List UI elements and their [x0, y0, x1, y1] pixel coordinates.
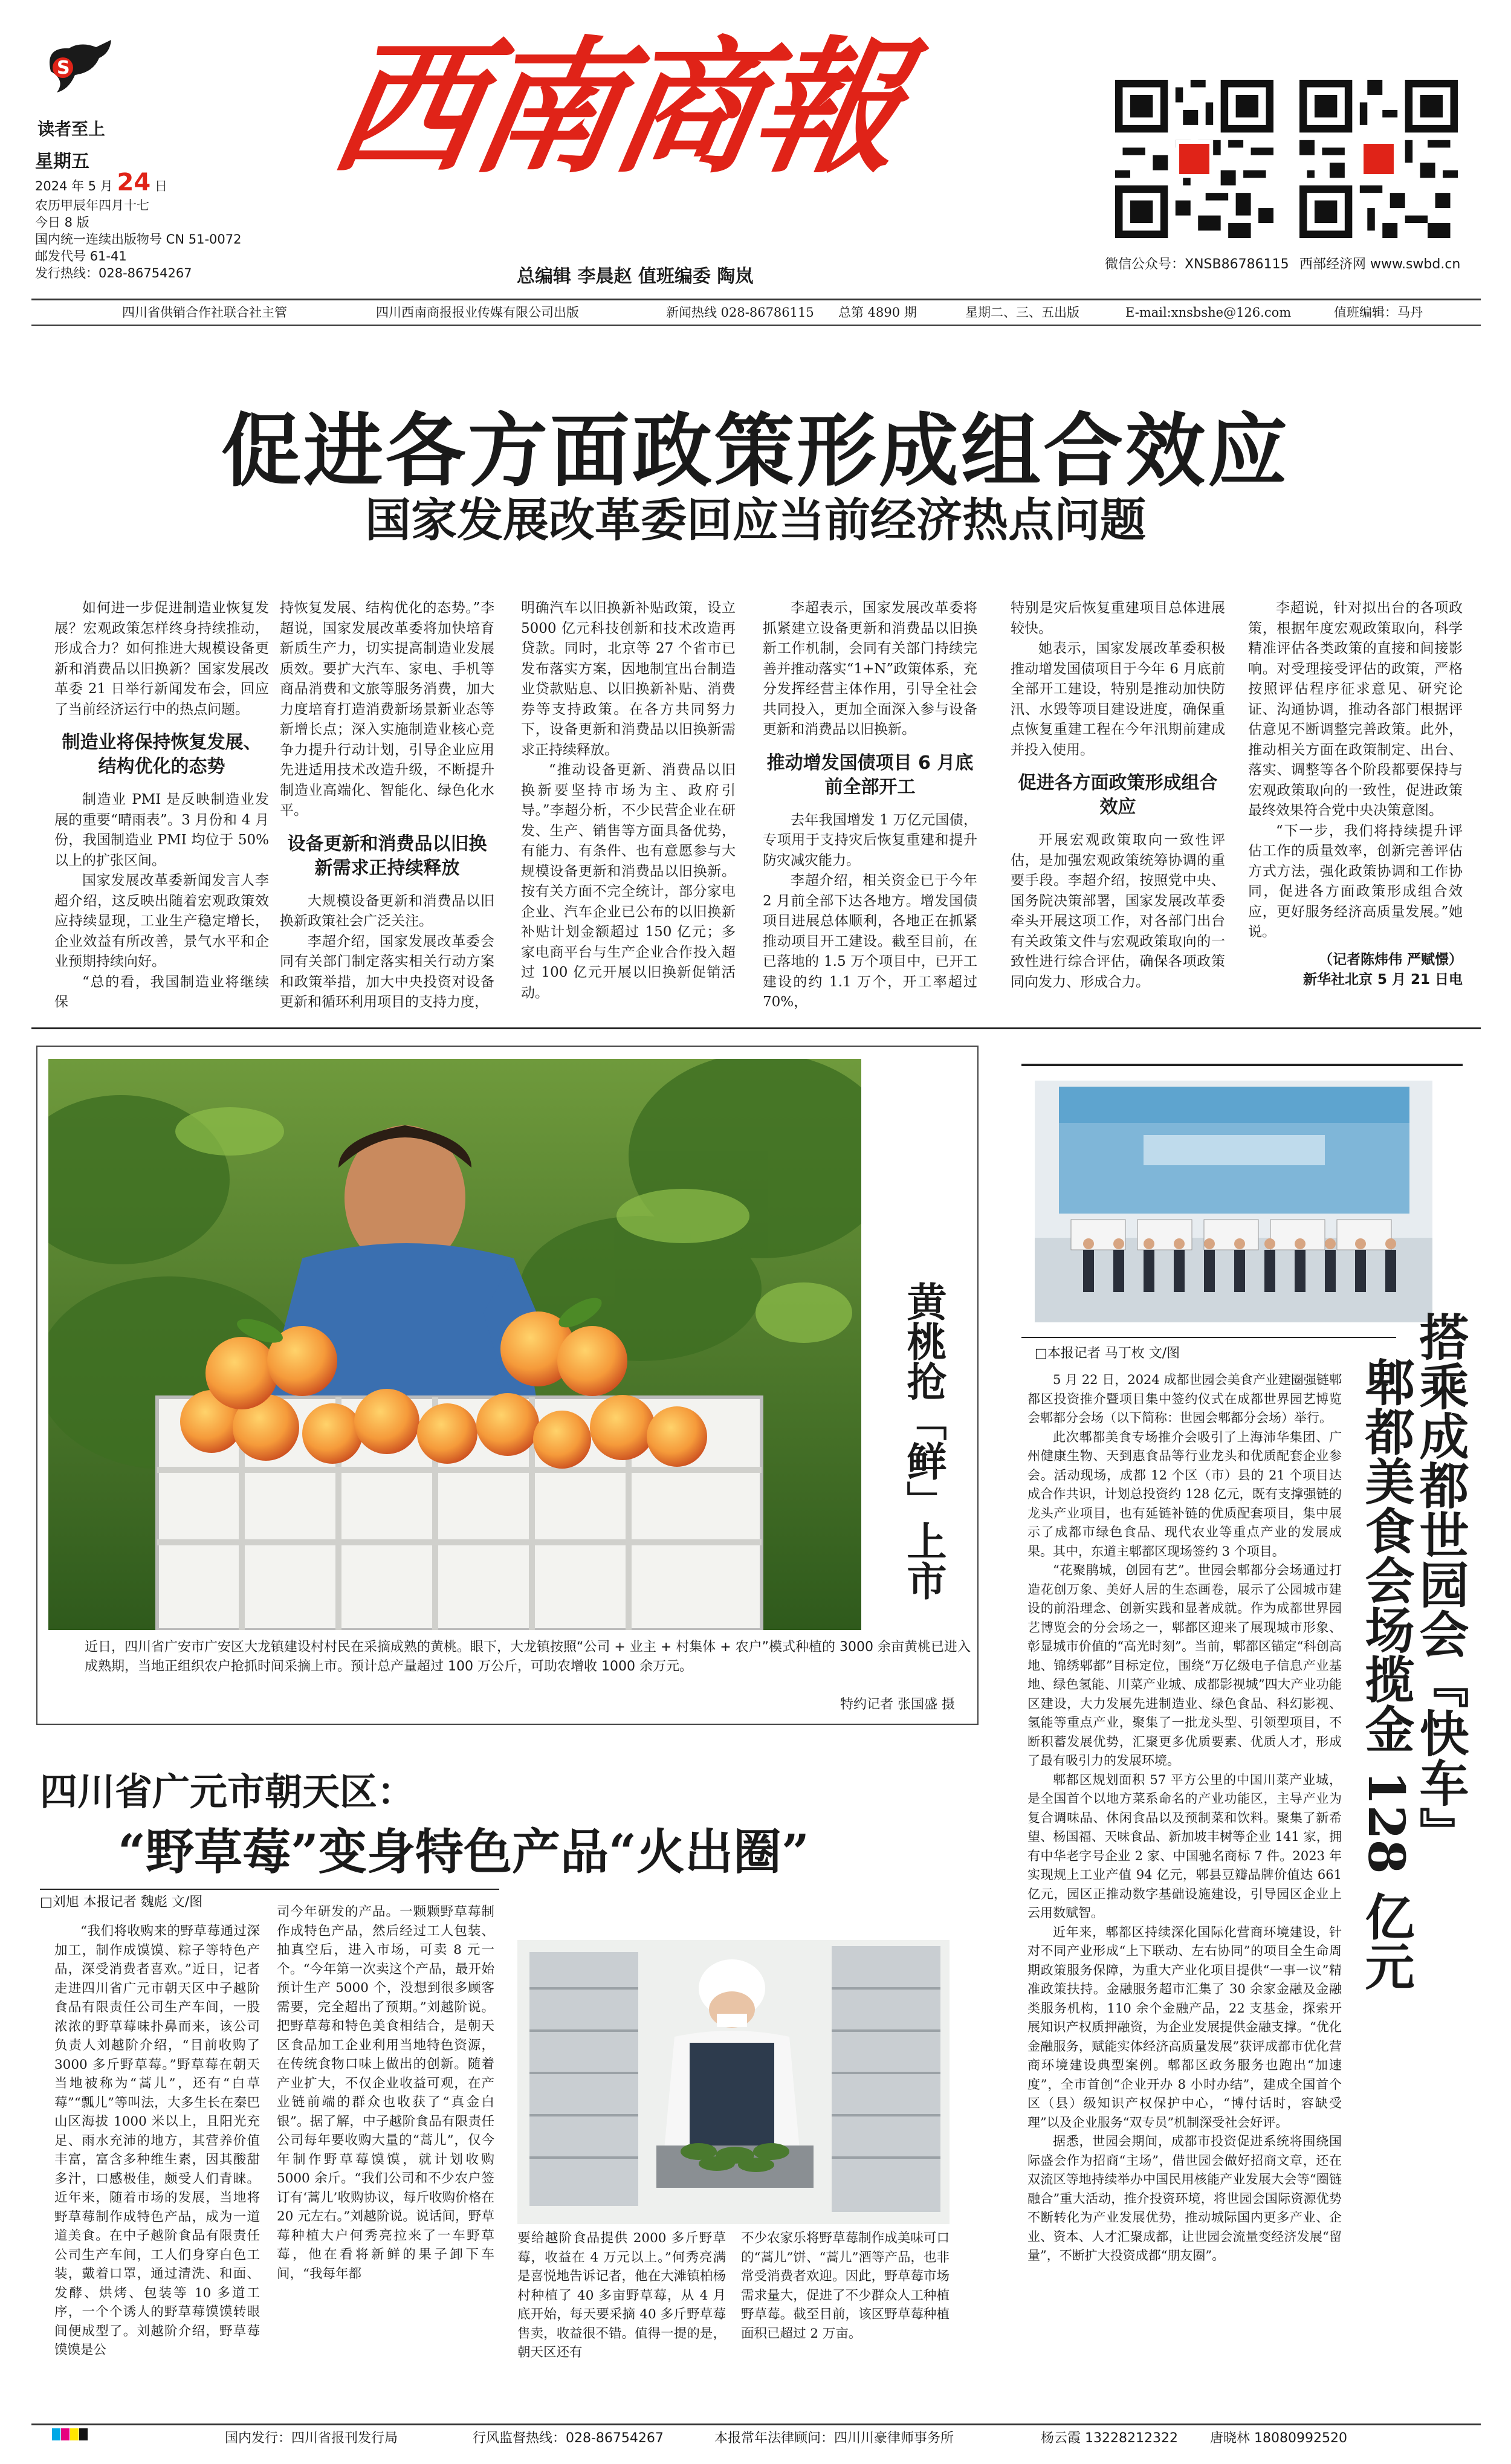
- peach-caption: 近日，四川省广安市广安区大龙镇建设村村民在采摘成熟的黄桃。眼下，大龙镇按照“公司 + 业主 + 村集体 + 农户”模式种植的 3000 余亩黄桃已进入成熟期，当地正组织农户抢抓时间采摘上市。预计总产量超过 100 万公斤，可助农增收 1000 余万元。: [85, 1640, 971, 1674]
- info-publisher: 四川西南商报报业传媒有限公司出版: [376, 305, 579, 320]
- info-schedule: 星期二、三、五出版: [965, 305, 1079, 320]
- footer-legal-counsel: 本报常年法律顾问：四川川豪律师事务所: [714, 2431, 954, 2446]
- strawberry-column-2: 司今年研发的产品。一颗颗野草莓制作成特色产品，然后经过工人包装、抽真空后，进入市场，可卖 8 元一个。“今年第一次卖这个产品，最开始预计生产 5000 个，没想到很多顾客需要，完全超出了预期。”刘越阶说。把野草莓和特色美食相结合，是朝天区食品加工企业利用当地特色资源，在传统食物口味上做出的创新。随着产业扩大，不仅企业收益可观，在产业链前端的群众也收获了“真金白银”。据了解，中子越阶食品有限责任公司每年要收购大量的“蒿儿”，仅今年制作野草莓馍馍，就计划收购 5000 余斤。“我们公司和不少农户签订有‘蒿儿’收购协议，每斤收购价格在 20 元左右。”刘越阶说。说话间，野草莓种植大户何秀亮拉来了一车野草莓，他在看将新鲜的果子卸下车间，“我每年都: [277, 1904, 494, 2281]
- signing-ceremony-photo: [1035, 1081, 1432, 1322]
- lead-subhead-manufacturing: 制造业将保持恢复发展、结构优化的态势: [62, 732, 262, 777]
- strawberry-rule: [40, 1889, 499, 1890]
- info-issue: 总第 4890 期: [838, 305, 917, 320]
- lead-dateline: 新华社北京 5 月 21 日电: [1302, 972, 1463, 988]
- lead-subhead-equipment: 设备更新和消费品以旧换新需求正持续释放: [287, 833, 487, 879]
- info-bar: [31, 299, 1481, 326]
- info-sponsor: 四川省供销合作社联合社主管: [122, 305, 287, 320]
- paper-title: 西南商報: [320, 22, 911, 193]
- chengdu-title: 搭乘成都世园会『快车』: [1411, 1311, 1469, 1857]
- newspaper-logo-icon: [39, 35, 117, 102]
- peach-credit: 特约记者 张国盛 摄: [840, 1697, 955, 1712]
- strawberry-byline: □刘旭 本报记者 魏彪 文/图: [40, 1895, 203, 1910]
- chengdu-byline: □本报记者 马丁枚 文/图: [1035, 1346, 1180, 1361]
- date-line: 2024 年 5 月 24 日: [35, 169, 167, 196]
- qr-wechat-caption: 微信公众号：XNSB86786115: [1105, 257, 1289, 272]
- chengdu-body: 5 月 22 日，2024 成都世园会美食产业建圈强链郫都区投资推介暨项目集中签约仪式在成都世界园艺博览会郫都分会场（以下简称：世园会郫都分会场）举行。 此次郫都美食专场推介会吸引了上海沛华集团、广州健康生物、天到惠食品等行业龙头和优质配套企业参会。活动现场，成都 12 个区（市）县的 21 个项目达成合作共识，计划总投资约 128 亿元，既有支撑强链的龙头产业项目，也有延链补链的优质配套项目，集中展示了成都市绿色食品、现代农业等重点产业的发展成果。其中，东道主郫都区现场签约 3 个项目。 “花聚鹃城，创园有艺”。世园会郫都分会场通过打造花创万象、美好人居的生态画卷，展示了公园城市建设的前沿理念、创新实践和显著成就。作为成都世界园艺博览会的分会场之一，郫都区迎来了展现城市形象、彰显城市价值的“高光时刻”。当前，郫都区锚定“科创高地、锦绣郫都”目标定位，围绕“万亿级电子信息产业基地、绿色氢能、川菜产业城、成都影视城”四大产业功能区建设，大力发展先进制造业、绿色食品、科幻影视、氢能等重点产业，聚集了一批龙头型、引领型项目，不断积蓄发展优势，汇聚更多优质要素、优质人才，形成了最有吸引力的发展环境。 郫都区规划面积 57 平方公里的中国川菜产业城，是全国首个以地方菜系命名的产业功能区，主导产业为复合调味品、休闲食品以及预制菜和饮料。聚集了新希望、杨国福、天味食品、新加坡丰树等企业 141 家，拥有中华老字号企业 2 家、中国驰名商标 7 件。2023 年实现规上工业产值 94 亿元，郫县豆瓣品牌价值达 661 亿元，园区正推动数字基础设施建设，引导园区企业上云用数赋智。 近年来，郫都区持续深化国际化营商环境建设，针对不同产业形成“上下联动、左右协同”的项目全生命周期政策服务保障，为重大产业化项目提供“一事一议”精准政策扶持。金融服务超市汇集了 30 余家金融及金融类服务机构，110 余个金融产品，22 支基金，探索开展知识产权质押融资，为企业发展提供金融支撑。“优化金融服务，赋能实体经济高质量发展”获评成都市优化营商环境建设典型案例。郫都区政务服务也跑出“加速度”，全市首创“企业开办 8 小时办结”，建成全国首个区（县）级知识产权保护中心，“博付话时，容缺受理”以及企业服务“双专员”机制深受社会好评。 据悉，世园会期间，成都市投资促进系统将围绕国际盛会作为招商“主场”，借世园会做好招商文章，还在双流区等地持续举办中国民用核能产业发展大会等“圈链融合”重大活动，推介投资环境，将世园会国际资源优势不断转化为产业发展优势，推动城际国内更多产业、企业、资本、人才汇聚成都，让世园会流量变经济发展“留量”，不断扩大投资成都“朋友圈”。: [1027, 1373, 1342, 2263]
- lead-subhead-bonds: 推动增发国债项目 6 月底前全部开工: [766, 752, 974, 798]
- svg-text:S: S: [57, 57, 70, 79]
- footer: [31, 2424, 1481, 2449]
- qr-website-caption: 西部经济网 www.swbd.cn: [1299, 257, 1461, 272]
- info-email[interactable]: E-mail:xnsbshe@126.com: [1125, 305, 1292, 320]
- weekday: 星期五: [35, 151, 89, 172]
- color-registration-icon: [52, 2428, 88, 2443]
- section-divider: [31, 1027, 1481, 1029]
- peach-title: 黄桃抢「鲜」上市: [900, 1281, 947, 1600]
- slogan: 读者至上: [37, 119, 106, 139]
- peach-photo: [48, 1059, 861, 1630]
- qr-wechat-icon[interactable]: [1115, 80, 1273, 238]
- lead-headline: 促进各方面政策形成组合效应: [221, 405, 1290, 498]
- footer-supervision-hotline: 行风监督热线：028-86754267: [473, 2431, 664, 2446]
- chengdu-photo-rule: [1021, 1337, 1396, 1338]
- lunar-date: 农历甲辰年四月十七: [35, 198, 149, 213]
- cn-number: 国内统一连续出版物号 CN 51-0072: [35, 232, 242, 247]
- strawberry-kicker: 四川省广元市朝天区：: [40, 1770, 415, 1814]
- page-count: 今日 8 版: [35, 215, 89, 230]
- strawberry-title: “野草莓”变身特色产品“火出圈”: [118, 1823, 810, 1880]
- lead-column-4: 李超表示，国家发展改革委将抓紧建立设备更新和消费品以旧换新工作机制，会同有关部门持续完善并推动落实“1+N”政策体系，充分发挥经营主体作用，引导全社会共同投入，更加全面深入参与设备更新和消费品以旧换新。 推动增发国债项目 6 月底前全部开工 去年我国增发 1 万亿元国债，专项用于支持灾后恢复重建和提升防灾减灾能力。 李超介绍，相关资金已于今年 2 月前全部下达各地方。增发国债项目进展总体顺利，各地正在抓紧推动项目开工建设。截至目前，在已落地的 1.5 万个项目中，已开工建设的约 1.1 万个，开工率超过 70%，: [763, 600, 977, 1010]
- lead-column-5: 特别是灾后恢复重建项目总体进展较快。 她表示，国家发展改革委积极推动增发国债项目于今年 6 月底前全部开工建设，特别是推动加快防汛、水毁等项目建设进度，确保重点恢复重建工程在今年汛期前建成并投入使用。 促进各方面政策形成组合效应 开展宏观政策取向一致性评估，是加强宏观政策统筹协调的重要手段。李超介绍，按照党中央、国务院决策部署，国家发展改革委牵头开展这项工作，对各部门出台有关政策文件与宏观政策取向的一致性进行综合评估，确保各项政策同向发力、形成合力。: [1011, 600, 1225, 990]
- info-duty-editor: 值班编辑：马丹: [1334, 305, 1423, 320]
- lead-subhead-policy: 促进各方面政策形成组合效应: [1018, 772, 1218, 818]
- chengdu-top-rule: [1021, 1064, 1463, 1066]
- strawberry-column-1: “我们将收购来的野草莓通过深加工，制作成馍馍、粽子等特色产品，深受消费者喜欢。”近日，记者走进四川省广元市朝天区中子越阶食品有限责任公司生产车间，一股浓浓的野草莓味扑鼻而来，该公司负责人刘越阶介绍，“目前收购了 3000 多斤野草莓。”野草莓在朝天当地被称为“蒿儿”，还有“白草莓”“瓢儿”等叫法，大多生长在秦巴山区海拔 1000 米以上，且阳光充足、雨水充沛的地方，其营养价值丰富，富含多种维生素，因其酸甜多汁，口感极佳，颇受人们青睐。近年来，随着市场的发展，当地将野草莓制作成特色产品，成为一道道美食。在中子越阶食品有限责任公司生产车间，工人们身穿白色工装，戴着口罩，通过清洗、和面、发酵、烘烤、包装等 10 多道工序，一个个诱人的野草莓馍馍转眼间便成型了。刘越阶介绍，野草莓馍馍是公: [54, 1924, 260, 2358]
- strawberry-column-3: 要给越阶食品提供 2000 多斤野草莓，收益在 4 万元以上。”何秀亮满是喜悦地告诉记者，他在大滩镇柏杨村种植了 40 多亩野草莓，从 4 月底开始，每天要采摘 40 多斤野草莓售卖，收益很不错。值得一提的是，朝天区还有: [517, 2231, 726, 2360]
- footer-lawyer-1: 杨云霞 13228212322: [1041, 2431, 1178, 2446]
- lead-byline: （记者陈炜伟 严赋憬）: [1318, 951, 1463, 968]
- lead-column-2: 持恢复发展、结构优化的态势。”李超说，国家发展改革委将加快培育新质生产力，切实提高制造业发展质效。要扩大汽车、家电、手机等商品消费和文旅等服务消费，加大力度培育打造消费新场景新业态等新增长点；深入实施制造业核心竞争力提升行动计划，引导企业应用先进适用技术改造升级，不断提升制造业高端化、智能化、绿色化水平。 设备更新和消费品以旧换新需求正持续释放 大规模设备更新和消费品以旧换新政策社会广泛关注。 李超介绍，国家发展改革委会同有关部门制定落实相关行动方案和政策举措，加大中央投资对设备更新和循环利用项目的支持力度，: [280, 600, 494, 1010]
- info-news-hotline: 新闻热线 028-86786115: [666, 305, 814, 320]
- lead-column-6: 李超说，针对拟出台的各项政策，根据年度宏观政策取向，科学精准评估各类政策的直接和间接影响。对受理接受评估的政策，严格按照评估程序征求意见、研究论证、沟通协调，推动各部门根据评估意见不断调整完善政策。此外，推动相关方面在政策制定、出台、落实、调整等各个阶段都要保持与宏观政策取向的一致性，促进政策最终效果符合党中央决策意图。 “下一步，我们将持续提升评估工作的质量效率，创新完善评估方式方法，强化政策协调和工作协同，促进各方面政策形成组合效应，更好服务经济高质量发展。”她说。 （记者陈炜伟 严赋憬） 新华社北京 5 月 21 日电: [1248, 598, 1463, 991]
- distribution-phone: 发行热线：028-86754267: [35, 266, 192, 280]
- postal-code: 邮发代号 61-41: [35, 249, 127, 264]
- lead-subheadline: 国家发展改革委回应当前经济热点问题: [365, 493, 1146, 547]
- footer-lawyer-2: 唐晓林 18080992520: [1210, 2431, 1347, 2446]
- footer-domestic-distribution: 国内发行：四川省报刊发行局: [225, 2431, 398, 2446]
- strawberry-worker-photo: [517, 1886, 950, 2224]
- lead-column-3: 明确汽车以旧换新补贴政策，设立 5000 亿元科技创新和技术改造再贷款。同时，北京等 27 个省市已发布落实方案，因地制宜出台制造业贷款贴息、以旧换新补贴、消费券等支持政策。在各方共同努力下，设备更新和消费品以旧换新需求正持续释放。 “推动设备更新、消费品以旧换新要坚持市场为主、政府引导。”李超分析，不少民营企业在研发、生产、销售等方面具备优势，有能力、有条件、也有意愿参与大规模设备更新和消费品以旧换新。按有关方面不完全统计，部分家电企业、汽车企业已公布的以旧换新补贴计划金额超过 150 亿元；多家电商平台与生产企业合作投入超过 100 亿元开展以旧换新促销活动。: [521, 600, 736, 1001]
- lead-column-1: 如何进一步促进制造业恢复发展？宏观政策怎样终身持续推动，形成合力？如何推进大规模设备更新和消费品以旧换新？国家发展改革委 21 日举行新闻发布会，回应了当前经济运行中的热点问题。 制造业将保持恢复发展、结构优化的态势 制造业 PMI 是反映制造业发展的重要“晴雨表”。3 月份和 4 月份，我国制造业 PMI 均位于 50% 以上的扩张区间。 国家发展改革委新闻发言人李超介绍，这反映出随着宏观政策效应持续显现，工业生产稳定增长，企业效益有所改善，景气水平和企业预期持续向好。 “总的看，我国制造业将继续保: [54, 600, 269, 1010]
- chengdu-subtitle: 郫都美食会场揽金 128 亿元: [1357, 1357, 1415, 1991]
- strawberry-column-4: 不少农家乐将野草莓制作成美味可口的“蒿儿”饼、“蒿儿”酒等产品，也非常受消费者欢迎。因此，野草莓市场需求量大，促进了不少群众人工种植野草莓。截至目前，该区野草莓种植面积已超过 2 万亩。: [741, 2231, 950, 2341]
- editors-line: 总编辑 李晨赵 值班编委 陶岚: [517, 266, 754, 287]
- qr-website-icon[interactable]: [1299, 80, 1458, 238]
